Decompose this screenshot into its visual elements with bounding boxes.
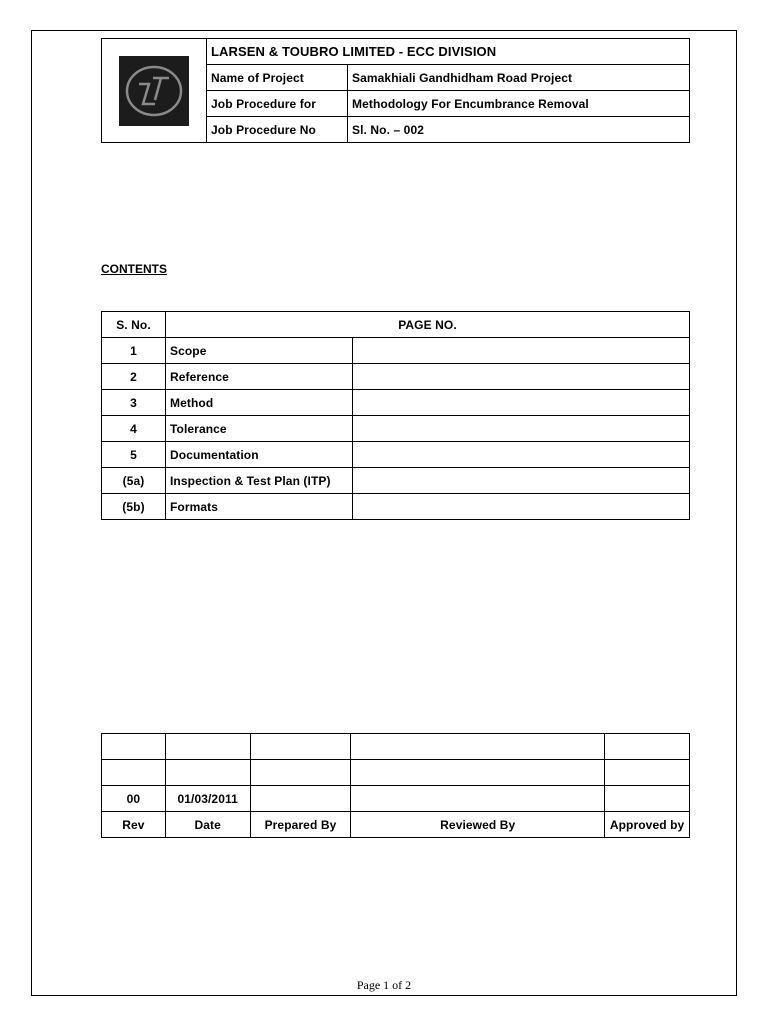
toc-item: Inspection & Test Plan (ITP) — [166, 468, 353, 494]
toc-item: Documentation — [166, 442, 353, 468]
toc-sno: 2 — [102, 364, 166, 390]
table-row — [102, 416, 690, 442]
toc-page — [353, 338, 690, 364]
toc-page — [353, 390, 690, 416]
toc-sno: 5 — [102, 442, 166, 468]
table-row — [102, 734, 690, 760]
table-row — [102, 494, 690, 520]
page-number: Page 1 of 2 — [356, 978, 412, 992]
table-row — [102, 390, 690, 416]
approved-by-label: Approved by — [605, 812, 690, 838]
toc-page — [353, 416, 690, 442]
revision-date: 01/03/2011 — [165, 786, 250, 812]
toc-page — [353, 364, 690, 390]
toc-sno: (5b) — [102, 494, 166, 520]
table-row — [102, 338, 690, 364]
table-row — [102, 468, 690, 494]
toc-item: Method — [166, 390, 353, 416]
toc-sno-header: S. No. — [102, 312, 166, 338]
revision-table — [101, 733, 690, 838]
toc-sno: (5a) — [102, 468, 166, 494]
job-procedure-label: Job Procedure for — [207, 91, 348, 117]
project-name-label: Name of Project — [207, 65, 348, 91]
job-procedure-value: Methodology For Encumbrance Removal — [348, 91, 690, 117]
contents-heading: CONTENTS — [101, 262, 167, 276]
prepared-by-label: Prepared By — [250, 812, 351, 838]
revision-label-row — [102, 812, 690, 838]
toc-item: Reference — [166, 364, 353, 390]
contents-table — [101, 311, 690, 520]
rev-label: Rev — [102, 812, 166, 838]
toc-item: Formats — [166, 494, 353, 520]
toc-page — [353, 494, 690, 520]
toc-item: Scope — [166, 338, 353, 364]
job-procedure-no-label: Job Procedure No — [207, 117, 348, 143]
toc-page-header: PAGE NO. — [166, 312, 690, 338]
job-procedure-no-value: Sl. No. – 002 — [348, 117, 690, 143]
toc-page — [353, 442, 690, 468]
revision-number: 00 — [102, 786, 166, 812]
date-label: Date — [165, 812, 250, 838]
table-row — [102, 786, 690, 812]
table-row — [102, 442, 690, 468]
project-name-value: Samakhiali Gandhidham Road Project — [348, 65, 690, 91]
logo-cell — [102, 39, 207, 143]
toc-sno: 1 — [102, 338, 166, 364]
table-row — [102, 760, 690, 786]
header-table — [101, 38, 690, 143]
toc-header-row — [102, 312, 690, 338]
company-name: LARSEN & TOUBRO LIMITED - ECC DIVISION — [207, 39, 690, 65]
toc-sno: 3 — [102, 390, 166, 416]
toc-sno: 4 — [102, 416, 166, 442]
lt-logo-icon — [119, 56, 189, 126]
reviewed-by-label: Reviewed By — [351, 812, 605, 838]
toc-page — [353, 468, 690, 494]
toc-item: Tolerance — [166, 416, 353, 442]
table-row — [102, 364, 690, 390]
